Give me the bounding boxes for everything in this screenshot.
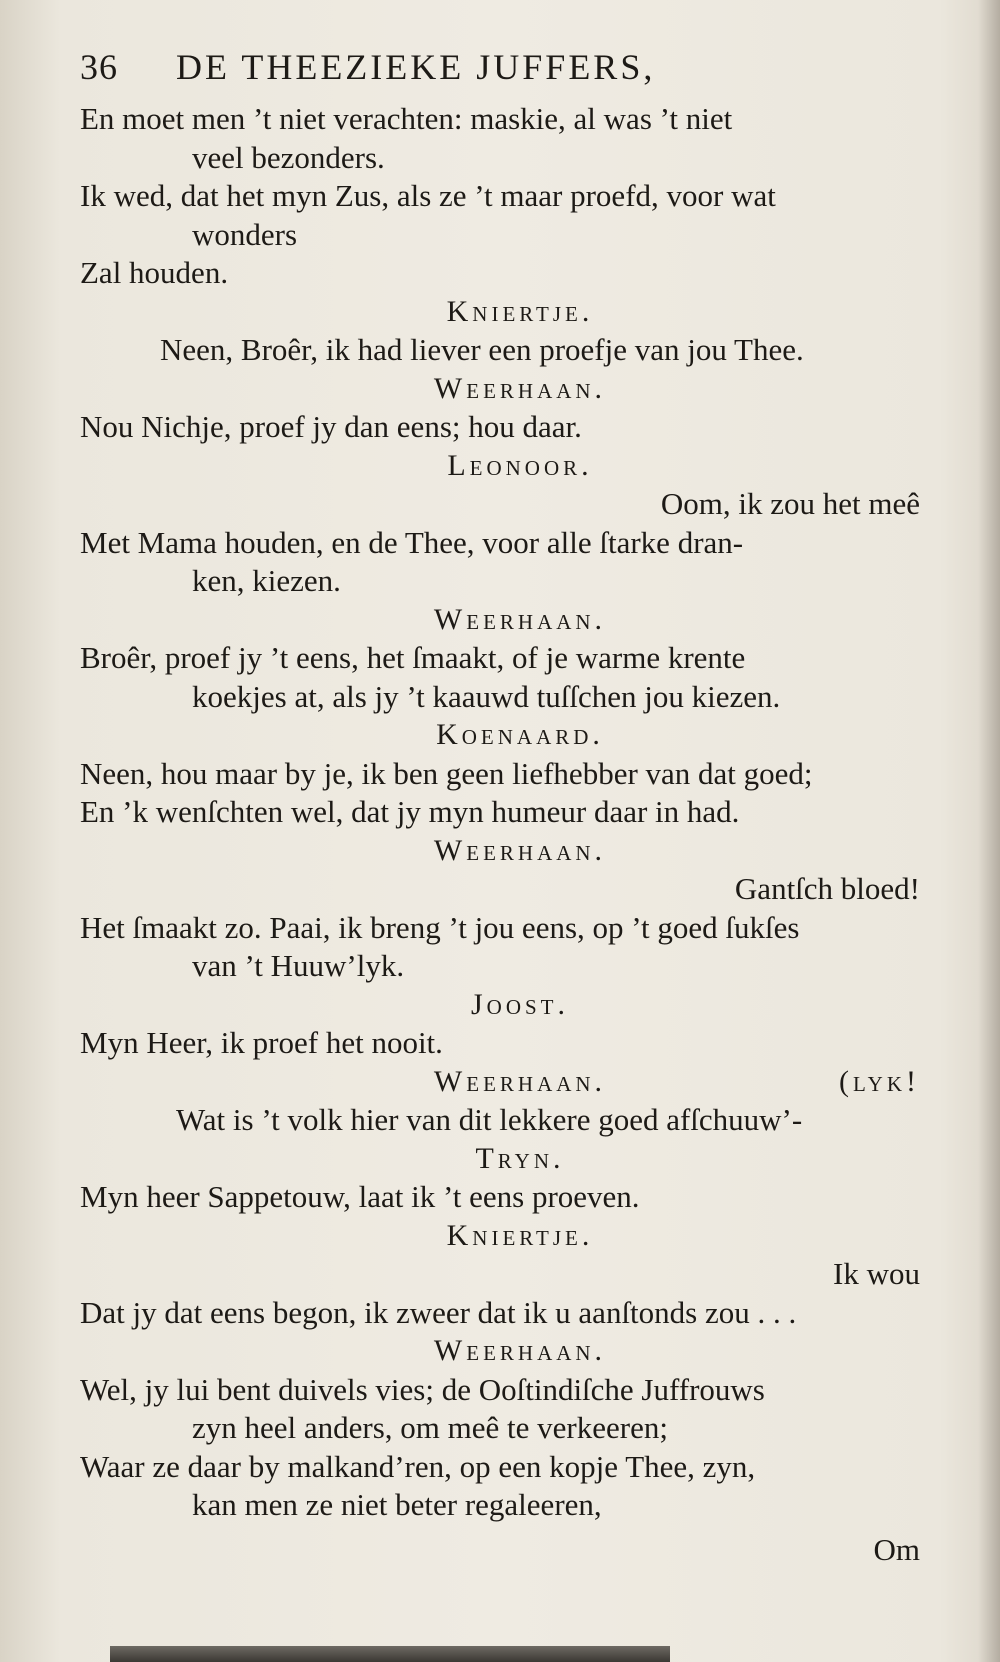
speaker-name: Weerhaan. — [433, 1064, 607, 1098]
page-text — [80, 48, 920, 1569]
verse-line: Zal houden. — [80, 255, 229, 290]
speaker-name: Joost. — [470, 987, 569, 1021]
page-header — [80, 48, 920, 100]
speaker-name: Kniertje. — [446, 1218, 594, 1252]
verse-line: Neen, hou maar by je, ik ben geen liefhebber van dat goed; — [80, 755, 813, 791]
running-title: DE THEEZIEKE JUFFERS, — [176, 47, 656, 87]
verse-line: kan men ze niet beter regaleeren, — [192, 1487, 602, 1522]
verse-line: Myn Heer, ik proef het nooit. — [80, 1025, 443, 1060]
page-edge-shadow — [978, 0, 1000, 1662]
verse-line: Met Mama houden, en de Thee, voor alle ſtarke dran- — [80, 524, 744, 560]
speaker-name: Leonoor. — [447, 448, 593, 482]
verse-line: van ’t Huuw’lyk. — [192, 948, 405, 983]
verse-line: En ’k wenſchten wel, dat jy myn humeur daar in had. — [80, 794, 740, 829]
verse-line: Myn heer Sappetouw, laat ik ’t eens proeven. — [80, 1179, 640, 1214]
verse-line: Ik wed, dat het myn Zus, als ze ’t maar proefd, voor wat — [80, 178, 776, 213]
verse-line: Oom, ik zou het meê — [660, 486, 920, 521]
speaker-name: Weerhaan. — [433, 833, 607, 867]
verse-line: veel bezonders. — [192, 139, 385, 175]
verse-line: Wat is ’t volk hier van dit lekkere goed afſchuuw’- — [176, 1102, 803, 1137]
scan-bottom-band — [110, 1646, 670, 1662]
catchword: Om — [873, 1531, 920, 1567]
speaker-name: Weerhaan. — [433, 1334, 607, 1367]
verse-line: En moet men ’t niet verachten: maskie, al was ’t niet — [80, 101, 733, 136]
verse-line: Waar ze daar by malkand’ren, op een kopje Thee, zyn, — [80, 1448, 756, 1484]
speaker-name: Koenaard. — [436, 718, 604, 751]
verse-turnover: (lyk! — [838, 1064, 920, 1098]
verse-line: zyn heel anders, om meê te verkeeren; — [192, 1410, 668, 1445]
verse-line: ken, kiezen. — [192, 563, 341, 598]
verse-line: Neen, Broêr, ik had liever een proefje van jou Thee. — [160, 332, 804, 367]
verse-line: Nou Nichje, proef jy dan eens; hou daar. — [80, 409, 582, 444]
page-number: 36 — [80, 47, 118, 87]
speaker-name: Tryn. — [475, 1141, 565, 1175]
verse-line: Wel, jy lui bent duivels vies; de Ooſtindiſche Juffrouws — [80, 1371, 765, 1407]
verse-line: Ik wou — [833, 1256, 920, 1291]
verse-line: Gantſch bloed! — [734, 871, 920, 906]
speaker-name: Kniertje. — [446, 294, 594, 328]
verse-line: Het ſmaakt zo. Paai, ik breng ’t jou eens, op ’t goed ſukſes — [80, 909, 800, 945]
speaker-name: Weerhaan. — [433, 371, 607, 405]
verse-line: Broêr, proef jy ’t eens, het ſmaakt, of je warme krente — [80, 640, 746, 675]
verse-line: Dat jy dat eens begon, ik zweer dat ik u aanſtonds zou . . . — [80, 1294, 797, 1330]
speaker-row — [80, 1063, 920, 1102]
speaker-name: Weerhaan. — [433, 602, 607, 636]
verse-line: wonders — [192, 216, 298, 252]
verse-line: koekjes at, als jy ’t kaauwd tuſſchen jou kiezen. — [192, 678, 781, 714]
